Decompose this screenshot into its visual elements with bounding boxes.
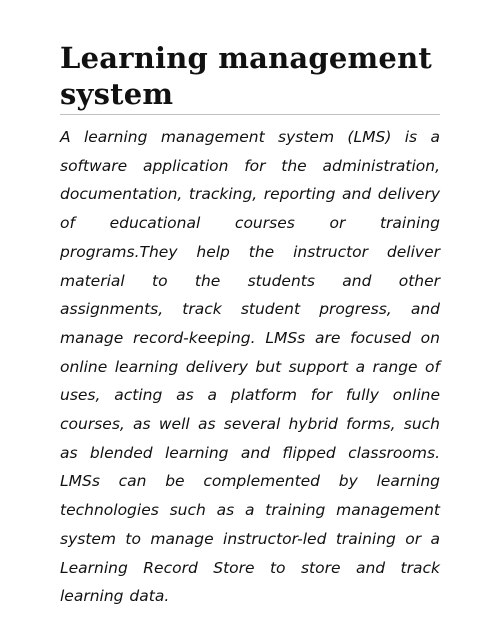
- document-body-paragraph: A learning management system (LMS) is a software application for the administration, documentation, tracking, reporting and delivery of educational courses or training programs.They help the instructor deliver material to the students and other assignments, track student progress, and manage record-keeping. LMSs are focused on online learning delivery but support a range of uses, acting as a platform for fully online courses, as well as several hybrid forms, such as blended learning and flipped classrooms. LMSs can be complemented by learning technologies such as a training management system to manage instructor-led training or a Learning Record Store to store and track learning data.: [60, 128, 440, 606]
- document-page: [60, 40, 440, 611]
- document-title: Learning management system: [60, 40, 440, 115]
